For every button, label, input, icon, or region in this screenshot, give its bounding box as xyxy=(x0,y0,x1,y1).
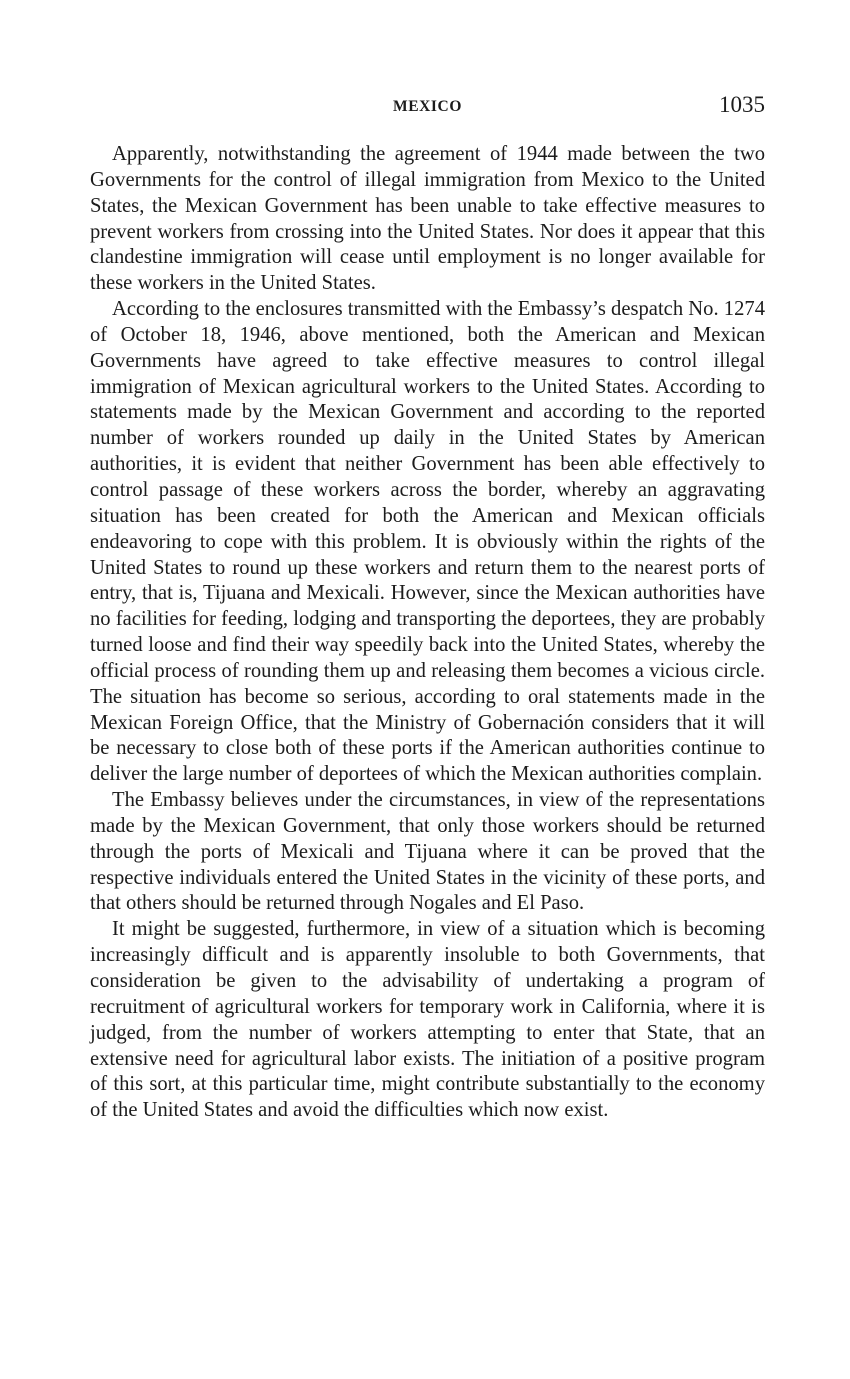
paragraph-4: It might be suggested, furthermore, in view of a situation which is becoming increasingly difficult and is apparently insoluble to both Governments, that consideration be given to the advisability of undertaking a program of recruitment of agricultural workers for temporary work in California, where it is judged, from the number of workers attempting to enter that State, that an extensive need for agricultural labor exists. The initiation of a positive program of this sort, at this particular time, might contribute substantially to the economy of the United States and avoid the difficulties which now exist. xyxy=(90,918,765,1122)
body-text xyxy=(90,142,765,1124)
running-head xyxy=(90,92,765,124)
section-title: MEXICO xyxy=(392,98,463,115)
paragraph-3: The Embassy believes under the circumstances, in view of the representations made by the Mexican Government, that only those workers should be returned through the ports of Mexicali and Tijuana where it can be proved that the respective individuals entered the United States in the vicinity of these ports, and that others should be returned through Nogales and El Paso. xyxy=(90,789,765,915)
page-number: 1035 xyxy=(719,92,765,117)
paragraph-1: Apparently, notwithstanding the agreement of 1944 made between the two Governments for the control of illegal immigration from Mexico to the United States, the Mexican Government has been unable to take effective measures to prevent workers from crossing into the United States. Nor does it appear that this clandestine immigration will cease until employment is no longer available for these workers in the United States. xyxy=(90,143,765,295)
paragraph-2: According to the enclosures transmitted with the Embassy’s despatch No. 1274 of October 18, 1946, above mentioned, both the American and Mexican Governments have agreed to take effective measures to control illegal immigration of Mexican agricultural workers to the United States. According to statements made by the Mexican Government and according to the reported number of workers rounded up daily in the United States by American authorities, it is evident that neither Government has been able effectively to control passage of these workers across the border, whereby an aggravating situation has been created for both the American and Mexican officials endeavoring to cope with this problem. It is obviously within the rights of the United States to round up these workers and return them to the nearest ports of entry, that is, Tijuana and Mexicali. However, since the Mexican authorities have no facilities for feeding, lodging and transporting the deportees, they are probably turned loose and find their way speedily back into the United States, whereby the official process of rounding them up and releasing them becomes a vicious circle. The situation has become so serious, according to oral statements made in the Mexican Foreign Office, that the Ministry of Gobernación considers that it will be necessary to close both of these ports if the American authorities continue to deliver the large number of deportees of which the Mexican authorities complain. xyxy=(90,298,765,786)
